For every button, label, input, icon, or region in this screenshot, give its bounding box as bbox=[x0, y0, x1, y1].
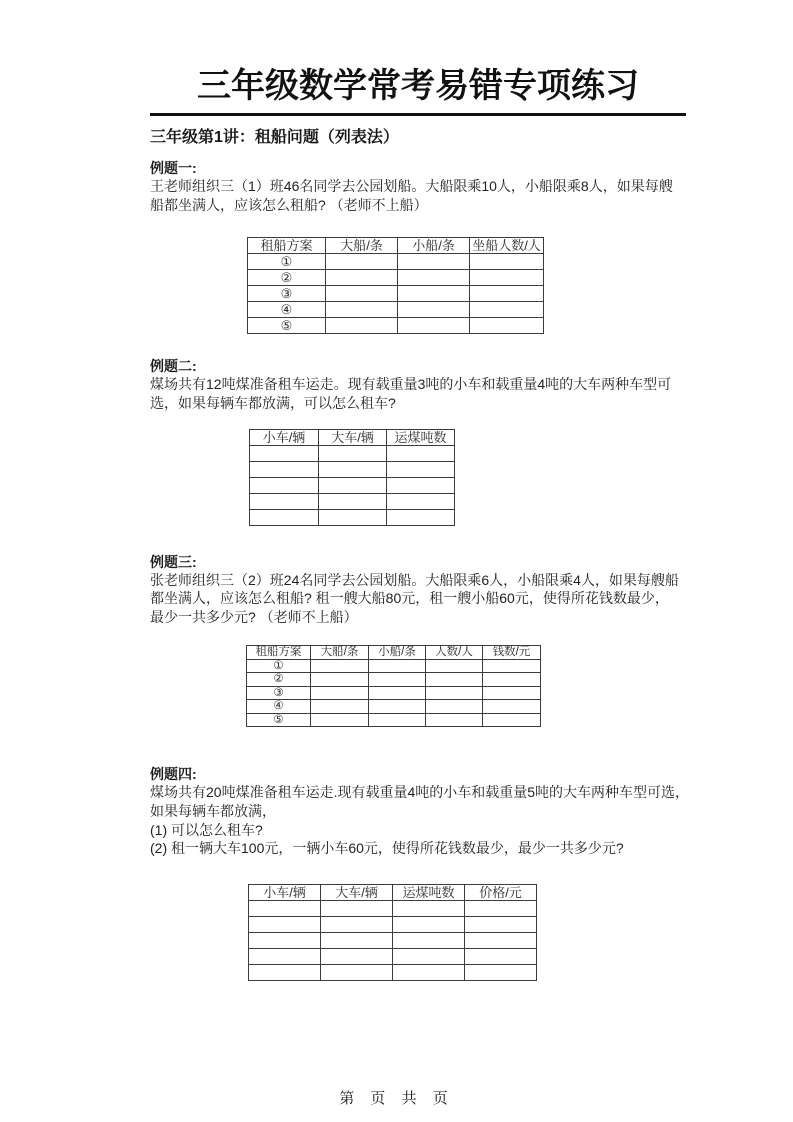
empty-answer-cell bbox=[311, 686, 369, 700]
empty-answer-cell bbox=[249, 964, 321, 980]
empty-answer-cell bbox=[319, 493, 387, 509]
column-header: 小车/辆 bbox=[250, 429, 319, 445]
problem-4-label: 例题四: bbox=[150, 766, 197, 783]
empty-answer-cell bbox=[250, 509, 319, 525]
column-header: 小船/条 bbox=[398, 238, 470, 254]
empty-answer-cell bbox=[321, 964, 393, 980]
empty-answer-cell bbox=[470, 270, 544, 286]
empty-answer-cell bbox=[311, 659, 369, 673]
empty-answer-cell bbox=[393, 948, 465, 964]
empty-answer-cell bbox=[470, 286, 544, 302]
table-row bbox=[248, 318, 544, 334]
table-header-row bbox=[249, 884, 537, 900]
table-header-row bbox=[247, 646, 541, 660]
truck-plan-table-1 bbox=[249, 429, 455, 526]
plan-number-cell: ① bbox=[248, 254, 326, 270]
empty-answer-cell bbox=[369, 686, 426, 700]
plan-number-cell: ④ bbox=[248, 302, 326, 318]
table-row bbox=[248, 286, 544, 302]
empty-answer-cell bbox=[393, 932, 465, 948]
empty-answer-cell bbox=[470, 302, 544, 318]
empty-answer-cell bbox=[249, 932, 321, 948]
column-header: 大船/条 bbox=[311, 646, 369, 660]
page-content bbox=[150, 0, 690, 981]
boat-plan-table-2 bbox=[246, 645, 541, 727]
problem-2 bbox=[150, 358, 686, 525]
problem-3 bbox=[150, 554, 686, 728]
table-row bbox=[249, 916, 537, 932]
plan-number-cell: ⑤ bbox=[248, 318, 326, 334]
column-header: 人数/人 bbox=[426, 646, 483, 660]
problem-4-text-line: 如果每辆车都放满， bbox=[150, 803, 276, 820]
column-header: 大船/条 bbox=[326, 238, 398, 254]
empty-answer-cell bbox=[321, 900, 393, 916]
table-row bbox=[250, 477, 455, 493]
problem-2-label: 例题二: bbox=[150, 358, 197, 375]
problem-4-text-line: (1) 可以怎么租车? bbox=[150, 821, 263, 838]
empty-answer-cell bbox=[483, 659, 541, 673]
empty-answer-cell bbox=[319, 461, 387, 477]
empty-answer-cell bbox=[326, 270, 398, 286]
empty-answer-cell bbox=[369, 659, 426, 673]
table-row bbox=[247, 659, 541, 673]
empty-answer-cell bbox=[326, 254, 398, 270]
problem-1-text-line: 王老师组织三（1）班46名同学去公园划船。大船限乘10人，小船限乘8人，如果每艘 bbox=[150, 178, 673, 195]
empty-answer-cell bbox=[311, 673, 369, 687]
empty-answer-cell bbox=[319, 477, 387, 493]
empty-answer-cell bbox=[398, 254, 470, 270]
column-header: 大车/辆 bbox=[319, 429, 387, 445]
plan-number-cell: ② bbox=[247, 673, 311, 687]
table-row bbox=[250, 461, 455, 477]
table-row bbox=[247, 713, 541, 727]
column-header: 运煤吨数 bbox=[387, 429, 455, 445]
column-header: 租船方案 bbox=[247, 646, 311, 660]
boat-plan-table-1 bbox=[247, 237, 544, 334]
empty-answer-cell bbox=[387, 493, 455, 509]
table-row bbox=[248, 270, 544, 286]
empty-answer-cell bbox=[326, 286, 398, 302]
empty-answer-cell bbox=[483, 673, 541, 687]
plan-number-cell: ⑤ bbox=[247, 713, 311, 727]
problem-1-label: 例题一: bbox=[150, 160, 197, 177]
empty-answer-cell bbox=[369, 700, 426, 714]
empty-answer-cell bbox=[426, 686, 483, 700]
page-footer: 第 页 共 页 bbox=[339, 1090, 454, 1107]
empty-answer-cell bbox=[311, 700, 369, 714]
empty-answer-cell bbox=[393, 916, 465, 932]
empty-answer-cell bbox=[250, 477, 319, 493]
problem-2-text-line: 选，如果每辆车都放满，可以怎么租车? bbox=[150, 395, 396, 412]
table-row bbox=[247, 700, 541, 714]
plan-number-cell: ③ bbox=[248, 286, 326, 302]
table-row bbox=[249, 900, 537, 916]
empty-answer-cell bbox=[398, 318, 470, 334]
empty-answer-cell bbox=[483, 713, 541, 727]
empty-answer-cell bbox=[321, 932, 393, 948]
empty-answer-cell bbox=[470, 318, 544, 334]
column-header: 租船方案 bbox=[248, 238, 326, 254]
column-header: 价格/元 bbox=[465, 884, 537, 900]
empty-answer-cell bbox=[426, 713, 483, 727]
empty-answer-cell bbox=[311, 713, 369, 727]
problem-4 bbox=[150, 766, 690, 980]
empty-answer-cell bbox=[249, 948, 321, 964]
empty-answer-cell bbox=[369, 713, 426, 727]
empty-answer-cell bbox=[387, 477, 455, 493]
empty-answer-cell bbox=[465, 900, 537, 916]
problem-3-text-line: 张老师组织三（2）班24名同学去公园划船。大船限乘6人，小船限乘4人，如果每艘船 bbox=[150, 571, 679, 588]
empty-answer-cell bbox=[321, 948, 393, 964]
table-row bbox=[250, 509, 455, 525]
table-row bbox=[248, 254, 544, 270]
plan-number-cell: ① bbox=[247, 659, 311, 673]
empty-answer-cell bbox=[426, 673, 483, 687]
column-header: 坐船人数/人 bbox=[470, 238, 544, 254]
empty-answer-cell bbox=[387, 461, 455, 477]
table-row bbox=[250, 445, 455, 461]
table-row bbox=[247, 673, 541, 687]
table-row bbox=[248, 302, 544, 318]
empty-answer-cell bbox=[470, 254, 544, 270]
empty-answer-cell bbox=[319, 509, 387, 525]
problem-4-text-line: 煤场共有20吨煤准备租车运走.现有载重量4吨的小车和载重量5吨的大车两种车型可选， bbox=[150, 784, 690, 801]
table-row bbox=[250, 493, 455, 509]
empty-answer-cell bbox=[398, 286, 470, 302]
column-header: 钱数/元 bbox=[483, 646, 541, 660]
title-underline bbox=[150, 113, 686, 116]
empty-answer-cell bbox=[249, 916, 321, 932]
plan-number-cell: ③ bbox=[247, 686, 311, 700]
problem-1 bbox=[150, 160, 686, 334]
column-header: 大车/辆 bbox=[321, 884, 393, 900]
empty-answer-cell bbox=[483, 700, 541, 714]
empty-answer-cell bbox=[250, 493, 319, 509]
column-header: 小船/条 bbox=[369, 646, 426, 660]
empty-answer-cell bbox=[249, 900, 321, 916]
empty-answer-cell bbox=[393, 900, 465, 916]
problem-3-text-line: 都坐满人，应该怎么租船? 租一艘大船80元，租一艘小船60元，使得所花钱数最少， bbox=[150, 590, 669, 607]
empty-answer-cell bbox=[250, 445, 319, 461]
problem-3-text-line: 最少一共多少元? （老师不上船） bbox=[150, 608, 358, 625]
empty-answer-cell bbox=[483, 686, 541, 700]
truck-plan-table-2 bbox=[248, 884, 537, 981]
table-header-row bbox=[248, 238, 544, 254]
empty-answer-cell bbox=[426, 700, 483, 714]
empty-answer-cell bbox=[326, 318, 398, 334]
table-row bbox=[247, 686, 541, 700]
column-header: 小车/辆 bbox=[249, 884, 321, 900]
empty-answer-cell bbox=[465, 948, 537, 964]
empty-answer-cell bbox=[326, 302, 398, 318]
empty-answer-cell bbox=[398, 302, 470, 318]
page-title: 三年级数学常考易错专项练习 bbox=[197, 67, 639, 105]
empty-answer-cell bbox=[319, 445, 387, 461]
problem-3-label: 例题三: bbox=[150, 553, 197, 570]
empty-answer-cell bbox=[426, 659, 483, 673]
empty-answer-cell bbox=[398, 270, 470, 286]
empty-answer-cell bbox=[321, 916, 393, 932]
empty-answer-cell bbox=[393, 964, 465, 980]
plan-number-cell: ④ bbox=[247, 700, 311, 714]
empty-answer-cell bbox=[465, 932, 537, 948]
table-row bbox=[249, 948, 537, 964]
empty-answer-cell bbox=[465, 916, 537, 932]
problem-4-text-line: (2) 租一辆大车100元，一辆小车60元，使得所花钱数最少，最少一共多少元? bbox=[150, 840, 624, 857]
empty-answer-cell bbox=[387, 445, 455, 461]
table-header-row bbox=[250, 429, 455, 445]
empty-answer-cell bbox=[387, 509, 455, 525]
empty-answer-cell bbox=[465, 964, 537, 980]
plan-number-cell: ② bbox=[248, 270, 326, 286]
empty-answer-cell bbox=[250, 461, 319, 477]
table-row bbox=[249, 932, 537, 948]
problem-1-text-line: 船都坐满人，应该怎么租船? （老师不上船） bbox=[150, 196, 428, 213]
table-row bbox=[249, 964, 537, 980]
column-header: 运煤吨数 bbox=[393, 884, 465, 900]
problem-2-text-line: 煤场共有12吨煤准备租车运走。现有载重量3吨的小车和载重量4吨的大车两种车型可 bbox=[150, 376, 672, 393]
empty-answer-cell bbox=[369, 673, 426, 687]
section-heading: 三年级第1讲：租船问题（列表法） bbox=[150, 129, 399, 146]
